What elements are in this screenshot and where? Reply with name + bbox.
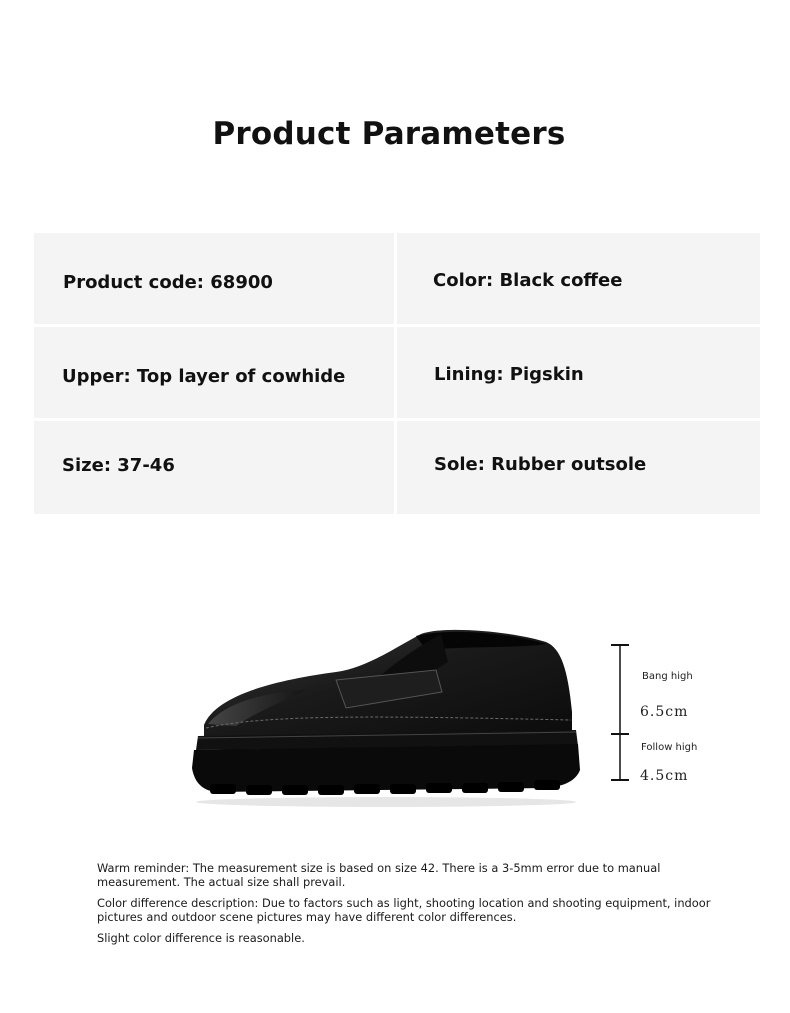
bang-high-value: 6.5cm [640, 704, 689, 720]
parameters-table [34, 233, 760, 514]
param-cell-lining [397, 327, 760, 418]
warm-reminder-text: Warm reminder: The measurement size is based on size 42. There is a 3-5mm error due to manual measurement. The actual size shall prevail. [97, 861, 661, 889]
sole-text: Sole: Rubber outsole [434, 454, 647, 475]
param-cell-size [34, 421, 394, 514]
loafer-shoe-image [186, 620, 586, 810]
height-measurement [608, 643, 728, 783]
measurement-ruler-icon [608, 643, 634, 783]
color-difference-text: Color difference description: Due to factors such as light, shooting location and shooting equipment, indoor pictures and outdoor scene pictures may have different color differences. [97, 896, 711, 924]
upper-text: Upper: Top layer of cowhide [62, 366, 346, 387]
size-text: Size: 37-46 [62, 455, 175, 476]
notes-section [97, 861, 747, 952]
follow-high-value: 4.5cm [640, 768, 689, 784]
param-cell-product-code [34, 233, 394, 324]
slight-difference-text: Slight color difference is reasonable. [97, 931, 305, 945]
bang-high-label: Bang high [642, 671, 693, 682]
param-cell-upper [34, 327, 394, 418]
lining-text: Lining: Pigskin [434, 364, 584, 385]
param-cell-sole [397, 421, 760, 514]
param-cell-color [397, 233, 760, 324]
page-title: Product Parameters [212, 116, 566, 152]
product-code-text: Product code: 68900 [63, 272, 273, 293]
color-text: Color: Black coffee [433, 270, 623, 291]
follow-high-label: Follow high [641, 742, 698, 753]
